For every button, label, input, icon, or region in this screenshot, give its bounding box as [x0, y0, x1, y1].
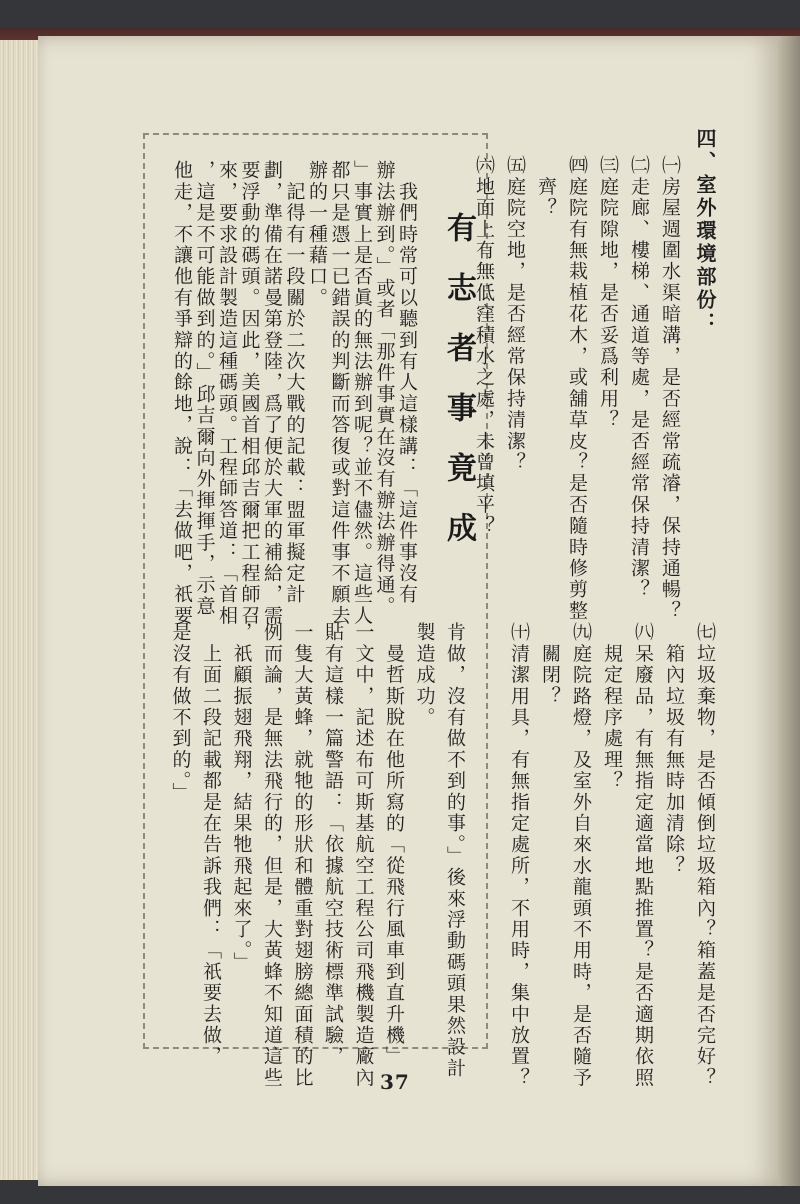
checklist-lower-item-3: ㈧呆廢品，有無指定適當地點推置？是否適期依照 — [632, 622, 654, 1089]
checklist-lower-item-6: 關閉？ — [539, 622, 561, 707]
checklist-item-2: ㈡走廊、樓梯、通道等處，是否經常保持清潔？ — [628, 155, 650, 601]
checklist-lower-item-1: ㈦垃圾棄物，是否傾倒垃圾箱內？箱蓋是否完好？ — [694, 622, 716, 1089]
essay-cont-line-4: 一文中，記述布可斯基航空工程公司飛機製造廠內 — [352, 622, 375, 1089]
checklist-item-4: ㈣庭院有無栽植花木，或舖草皮？是否隨時修剪整 — [566, 155, 588, 622]
essay-line-2: 辦法辦到。」或者「那件事實在沒有辦法辦得通。 — [373, 160, 396, 617]
essay-line-10: ，這是不可能做到的。」邱吉爾向外揮揮手，示意 — [193, 160, 216, 617]
essay-line-5: 辦的一種藉口。 — [306, 160, 328, 309]
essay-line-9: 來，要求設計製造這種碼頭。工程師答道：「首相 — [216, 160, 238, 627]
checklist-item-6: ㈤庭院空地，是否經常保持清潔？ — [504, 155, 526, 473]
essay-line-4: 都只是憑一已錯誤的判斷而答復或對這件事不願去 — [328, 160, 351, 627]
checklist-item-5: 齊？ — [535, 155, 557, 219]
page-stack-edge — [0, 40, 40, 1180]
essay-cont-line-10: 是沒有做不到的。」 — [169, 622, 192, 804]
essay-cont-line-5: 貼有這樣一篇警語：「依據航空技術標準試驗， — [322, 622, 344, 1068]
essay-line-6: 記得有一段關於二次大戰的記載：盟軍擬定計 — [283, 160, 306, 606]
essay-cont-line-7: 例而論，是無法飛行的，但是，大黃蜂不知道這些 — [261, 622, 283, 1089]
essay-cont-line-9: 上面二段記載都是在告訴我們：「祇要去做， — [200, 622, 222, 1068]
essay-line-1: 我們時常可以聽到有人這樣講：「這件事沒有 — [396, 160, 418, 606]
essay-cont-line-3: 曼哲斯脫在他所寫的「從飛行風車到直升機」 — [383, 622, 405, 1068]
essay-cont-line-6: 一隻大黃蜂，就牠的形狀和體重對翅膀總面積的比 — [291, 622, 314, 1089]
checklist-item-1: ㈠房屋週圍水渠暗溝，是否經常疏濬，保持通暢？ — [659, 155, 681, 622]
essay-cont-line-8: ，祇顧振翅飛翔，結果牠飛起來了。」 — [230, 622, 253, 973]
essay-line-7: 劃，準備在諾曼第登陸，爲了便於大軍的補給，需 — [261, 160, 283, 627]
page-number: 37 — [380, 1070, 410, 1094]
checklist-lower-item-4: 規定程序處理？ — [601, 622, 623, 792]
facing-page-edge — [778, 36, 800, 1186]
checklist-lower-item-7: ㈩清潔用具，有無指定處所，不用時，集中放置？ — [508, 622, 530, 1089]
essay-cont-line-1: 肯做，沒有做不到的事。」後來浮動碼頭果然設計 — [444, 622, 466, 1079]
checklist-item-3: ㈢庭院隙地，是否妥爲利用？ — [597, 155, 619, 431]
section-heading: 四、室外環境部份： — [693, 128, 717, 335]
essay-line-8: 要浮動的碼頭。因此，美國首相邱吉爾把工程師召 — [238, 160, 261, 627]
essay-line-11: 他走，不讓他有爭辯的餘地，說：「去做吧，祇要 — [171, 160, 193, 627]
checklist-lower-item-5: ㈨庭院路燈，及室外自來水龍頭不用時，是否隨予 — [570, 622, 592, 1089]
checklist-lower-item-2: 箱內垃圾有無時加清除？ — [663, 622, 685, 877]
essay-line-3: 」事實上是否眞的無法辦到呢？並不儘然。這些人 — [351, 160, 373, 627]
essay-title: 有志者事竟成 — [441, 212, 476, 572]
essay-cont-line-2: 製造成功。 — [413, 622, 436, 728]
checklist-item-7: ㈥地面上有無低窪積水之處，未曾填平？ — [473, 155, 495, 537]
